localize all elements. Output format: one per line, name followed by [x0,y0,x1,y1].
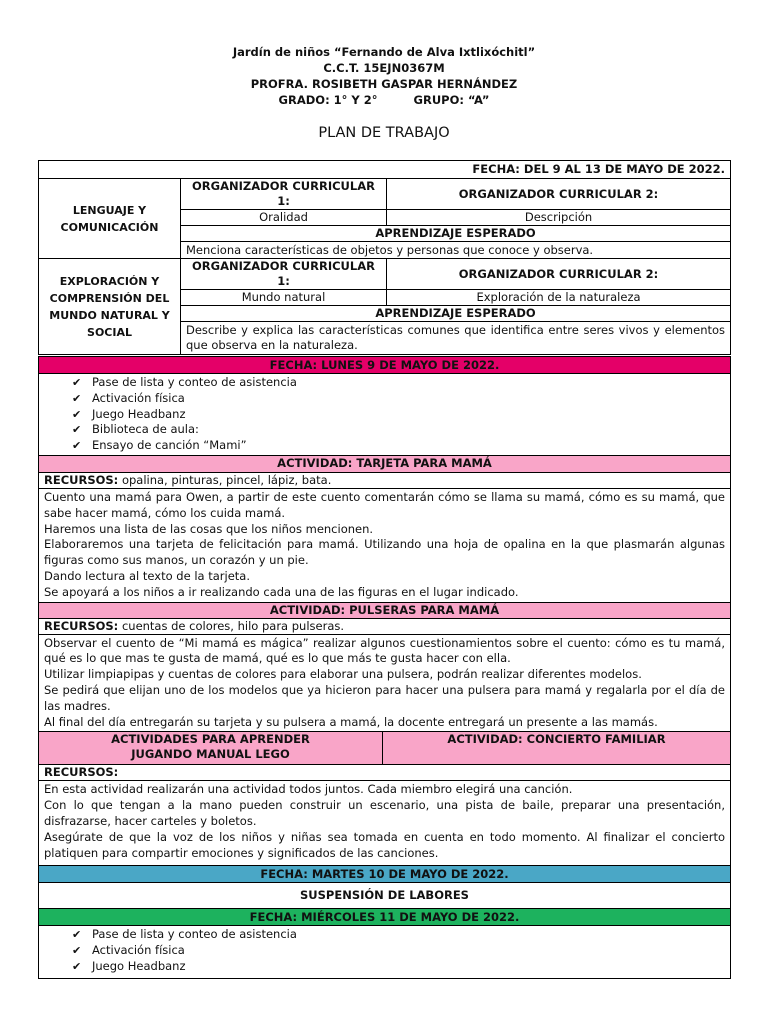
expected-learning-text: Menciona características de objetos y personas que conoce y observa. [181,242,731,259]
activities-table [38,356,731,979]
school-name: Jardín de niños “Fernando de Alva Ixtlixóchitl” [232,45,536,59]
list-item: ✔ Ensayo de canción “Mami” [72,438,247,453]
activity-description: Observar el cuento de “Mi mamá es mágica” realizar algunos cuestionamientos sobre el cuento: cómo es tu mamá, qué es lo que mas te gusta de mamá, qué es lo que más te gusta hacer con ella. Utilizar limpiapipas y cuentas de colores para elaborar una pulsera, podrán realizar diferentes modelos. Se pedirá que elijan uno de los modelos que ya hicieron para hacer una pulsera para mamá y regalarla por el día de las madres. Al final del día entregarán su tarjeta y su pulsera a mamá, la docente entregará un presente a las mamás. [39,634,731,732]
resources-row: RECURSOS: opalina, pinturas, pincel, lápiz, bata. [39,472,731,488]
list-item: ✔ Pase de lista y conteo de asistencia [72,927,297,942]
suspension-notice: SUSPENSIÓN DE LABORES [39,883,731,909]
org1-value: Mundo natural [181,290,387,306]
org1-label: ORGANIZADOR CURRICULAR 1: [181,179,387,210]
list-item: ✔ Juego Headbanz [72,406,186,421]
date-header-tuesday: FECHA: MARTES 10 DE MAYO DE 2022. [39,866,731,883]
document-header [0,44,768,108]
checkmark-icon: ✔ [72,407,82,421]
list-item: ✔ Pase de lista y conteo de asistencia [72,375,297,389]
expected-learning-label: APRENDIZAJE ESPERADO [181,226,731,242]
org2-label: ORGANIZADOR CURRICULAR 2: [387,259,731,290]
activity-description: En esta actividad realizarán una actividad todos juntos. Cada miembro elegirá una canción. Con lo que tengan a la mano pueden construir un escenario, una pista de baile, preparar una presentación, disfrazarse, hacer carteles y boletos. Asegúrate de que la voz de los niños y niñas sea tomada en cuenta en todo momento. Al finalizar el concierto platiquen para compartir emociones y significados de las canciones. [39,781,731,866]
activity-title-bracelets: ACTIVIDAD: PULSERAS PARA MAMÁ [39,602,731,618]
activity-description: Cuento una mamá para Owen, a partir de este cuento comentarán cómo se llama su mamá, cómo es su mamá, que sabe hacer mamá, cómo los cuida mamá. Haremos una lista de las cosas que los niños mencionen. Elaboraremos una tarjeta de felicitación para mamá. Utilizando una hoja de opalina en la que plasmarán algunas figuras como sus manos, un corazón y un pie. Dando lectura al texto de la tarjeta. Se apoyará a los niños a ir realizando cada una de las figuras en el lugar indicado. [39,488,731,602]
org2-label: ORGANIZADOR CURRICULAR 2: [387,179,731,210]
week-date: FECHA: DEL 9 AL 13 DE MAYO DE 2022. [39,161,731,179]
routine-list [44,927,725,974]
page-title: PLAN DE TRABAJO [318,125,450,141]
activity-title-lego: ACTIVIDADES PARA APRENDER JUGANDO MANUAL LEGO [39,732,383,765]
teacher-name: PROFRA. ROSIBETH GASPAR HERNÁNDEZ [250,77,518,91]
org1-value: Oralidad [181,210,387,226]
org2-value: Exploración de la naturaleza [387,290,731,306]
resources-row: RECURSOS: [39,765,731,781]
list-item: ✔ Activación física [72,943,185,958]
list-item: ✔ Biblioteca de aula: [72,422,199,437]
plan-table [38,160,731,355]
date-header-wednesday: FECHA: MIÉRCOLES 11 DE MAYO DE 2022. [39,909,731,926]
routine-list [44,375,725,454]
group: GRUPO: “A” [413,93,490,107]
org2-value: Descripción [387,210,731,226]
expected-learning-text: Describe y explica las características comunes que identifica entre seres vivos y elementos que observa en la naturaleza. [181,322,731,355]
expected-learning-label: APRENDIZAJE ESPERADO [181,306,731,322]
field-label-lenguaje: LENGUAJE Y COMUNICACIÓN [39,179,181,259]
checkmark-icon: ✔ [72,959,82,973]
activity-title-concert: ACTIVIDAD: CONCIERTO FAMILIAR [383,732,731,765]
resources-row: RECURSOS: cuentas de colores, hilo para pulseras. [39,618,731,634]
list-item: ✔ Activación física [72,390,185,405]
grade-group-line [0,92,768,108]
field-label-exploracion: EXPLORACIÓN Y COMPRENSIÓN DEL MUNDO NATURAL Y SOCIAL [39,259,181,355]
routine-cell-monday [39,374,731,456]
date-header-monday: FECHA: LUNES 9 DE MAYO DE 2022. [39,357,731,374]
checkmark-icon: ✔ [72,376,82,389]
checkmark-icon: ✔ [72,439,82,453]
routine-cell-wednesday [39,926,731,978]
checkmark-icon: ✔ [72,423,82,437]
checkmark-icon: ✔ [72,928,82,942]
activity-title-card: ACTIVIDAD: TARJETA PARA MAMÁ [39,455,731,472]
checkmark-icon: ✔ [72,944,82,958]
checkmark-icon: ✔ [72,391,82,405]
school-cct: C.C.T. 15EJN0367M [323,61,445,75]
org1-label: ORGANIZADOR CURRICULAR 1: [181,259,387,290]
list-item: ✔ Juego Headbanz [72,958,186,973]
grade: GRADO: 1° Y 2° [278,93,378,107]
